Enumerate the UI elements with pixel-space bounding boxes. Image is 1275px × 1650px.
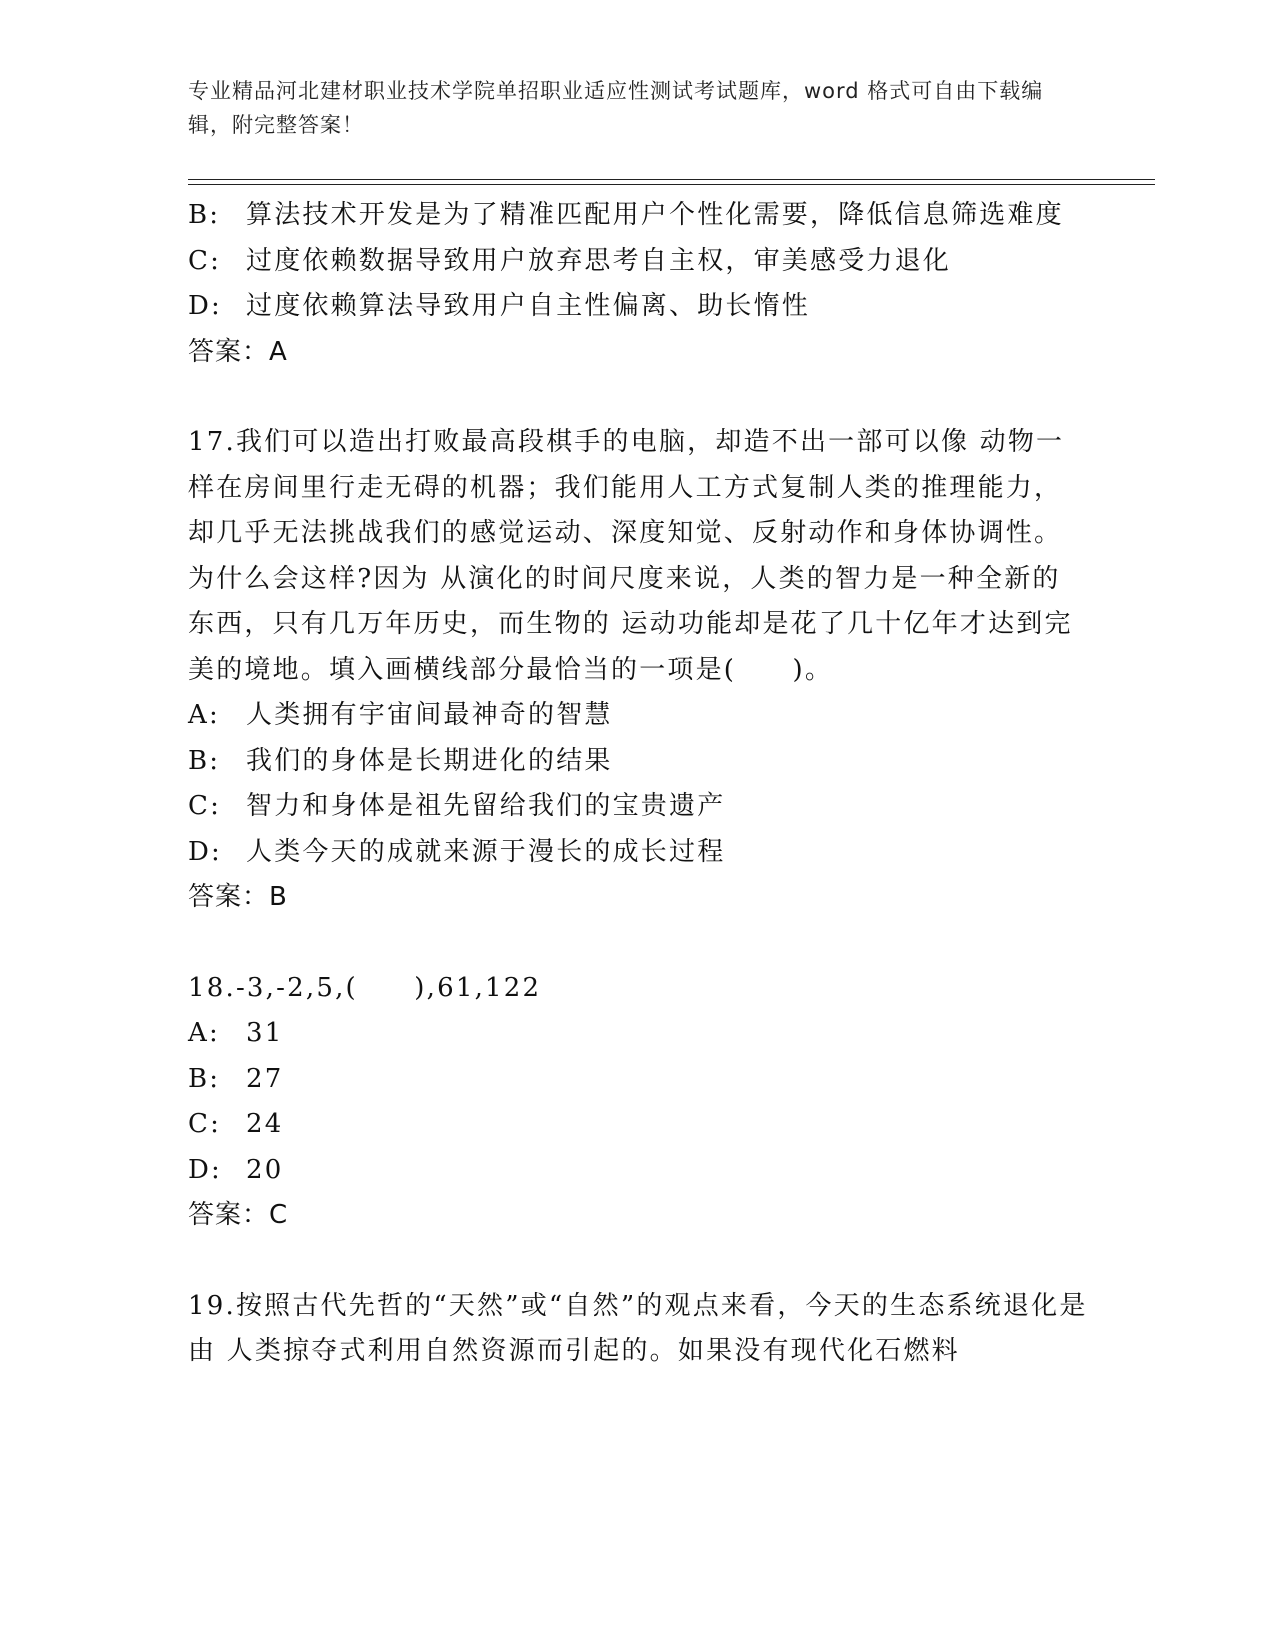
option-letter: A: [188,1018,220,1048]
answer-line: 答案：A [188,336,288,367]
option-text: 过度依赖算法导致用户自主性偏离、助长惰性 [246,291,811,321]
option-text: 20 [246,1154,284,1185]
option-d [188,830,1088,876]
option-letter: B: [188,1063,221,1094]
option-text: 24 [246,1109,284,1139]
question-17 [188,420,1088,921]
option-letter: C: [188,1109,222,1139]
option-letter: C: [188,245,222,276]
option-letter: A: [188,700,220,730]
answer-line: 答案：B [188,882,288,912]
option-a [188,1011,1088,1057]
document-body [188,193,1088,1375]
header-divider-top [188,179,1155,180]
option-letter: D: [188,291,223,321]
question-16 [188,193,1088,375]
page-header: 专业精品河北建材职业技术学院单招职业适应性测试考试题库，word 格式可自由下载编辑，附完整答案！ [188,79,1044,137]
option-letter: B: [188,745,221,776]
option-d [188,1148,1088,1194]
option-text: 人类拥有宇宙间最神奇的智慧 [246,700,613,730]
option-b [188,193,1088,239]
question-stem: 18.-3,-2,5,( ),61,122 [188,972,542,1003]
question-stem: 17.我们可以造出打败最高段棋手的电脑，却造不出一部可以像 动物一样在房间里行走无碍的机器；我们能用人工方式复制人类的推理能力，却几乎无法挑战我们的感觉运动、深度知觉、反射动作和身体协调性。为什么会这样?因为 从演化的时间尺度来说，人类的智力是一种全新的东西，只有几万年历史，而生物的 运动功能却是花了几十亿年才达到完美的境地。填入画横线部分最恰当的一项是( )。 [188,427,1073,685]
option-text: 27 [246,1063,284,1094]
option-text: 智力和身体是祖先留给我们的宝贵遗产 [246,791,726,821]
option-c [188,239,1088,285]
option-c [188,784,1088,830]
option-letter: D: [188,836,223,867]
option-letter: D: [188,1154,223,1185]
option-letter: B: [188,200,221,230]
option-c [188,1102,1088,1148]
question-stem: 19.按照古代先哲的“天然”或“自然”的观点来看，今天的生态系统退化是由 人类掠夺式利用自然资源而引起的。如果没有现代化石燃料 [188,1290,1088,1366]
option-b [188,739,1088,785]
option-a [188,693,1088,739]
option-text: 过度依赖数据导致用户放弃思考自主权，审美感受力退化 [246,245,952,276]
option-b [188,1057,1088,1103]
answer-line: 答案：C [188,1200,289,1230]
option-text: 31 [246,1018,284,1048]
question-18 [188,966,1088,1239]
option-text: 我们的身体是长期进化的结果 [246,745,613,776]
question-19 [188,1284,1088,1375]
option-d [188,284,1088,330]
option-letter: C: [188,791,222,821]
option-text: 人类今天的成就来源于漫长的成长过程 [246,836,726,867]
option-text: 算法技术开发是为了精准匹配用户个性化需要，降低信息筛选难度 [246,200,1064,230]
header-divider-bottom [188,184,1155,185]
